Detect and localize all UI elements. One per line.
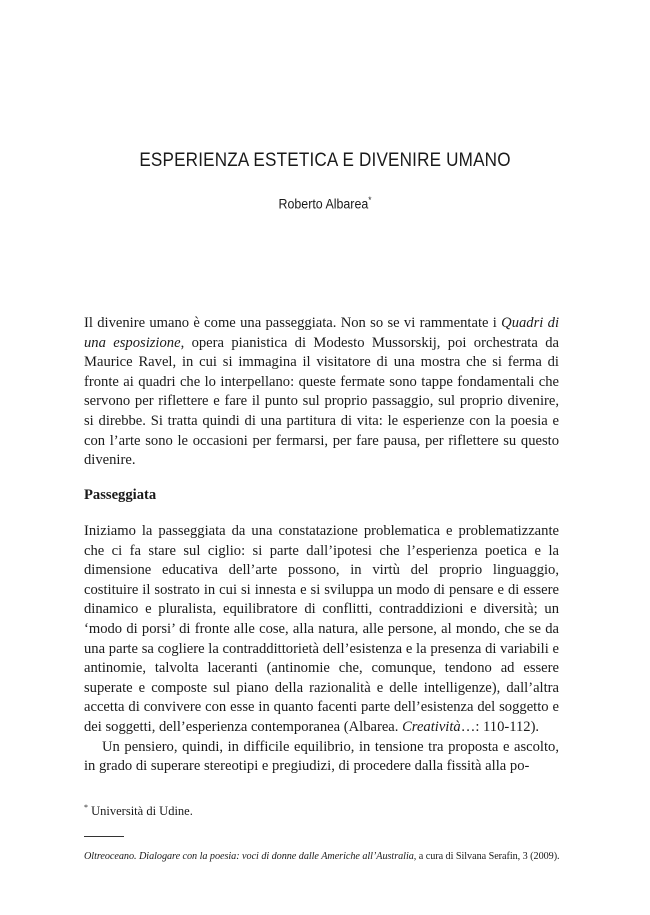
section-heading: Passeggiata <box>84 487 157 503</box>
footnote <box>84 803 193 819</box>
author-footnote-mark: * <box>368 195 372 205</box>
author-name <box>26 195 624 212</box>
section-p1-italic: Creatività <box>402 718 461 735</box>
running-footer-journal: Oltreoceano. Dialogare con la poesia: voci di donne dalle Americhe all’Australia <box>84 851 414 862</box>
running-footer <box>84 851 560 862</box>
running-footer-text: , a cura di Silvana Serafin, 3 (2009). <box>413 851 560 862</box>
intro-text-1: Il divenire umano è come una passeggiata. Non so se vi rammentate i <box>84 315 502 331</box>
footnote-mark: * <box>84 803 88 812</box>
section-body <box>84 522 559 777</box>
section-p1-text-1: Iniziamo la passeggiata da una constatazione problematica e problematizzante che ci fa stare sul ciglio: si parte dall’ipotesi che l’esperienza poetica e la dimensione educativa dell’arte possono, in virtù del proprio linguaggio, costituire il sostrato in cui si innesta e si sviluppa un modo di pensare e di essere dinamico e pluralista, equilibratore di conflitti, contraddizioni e diversità; un ‘modo di porsi’ di fronte alle cose, alla natura, alle persone, al mondo, che se da una parte sa cogliere la contraddittorietà dell’esistenza e la presenza di variabili e antinomie, talvolta laceranti (antinomie che, comunque, tendono ad essere superate e composte sul piano della razionalità e delle intelligenze), dall’altra accetta di convivere con esse in quanto facenti parte dell’esistenza del soggetto e dei soggetti, dell’esperienza contemporanea (Albarea. <box>84 523 559 735</box>
article-title: ESPERIENZA ESTETICA E DIVENIRE UMANO <box>139 150 511 171</box>
section-p1-text-2: …: 110-112). <box>460 718 540 735</box>
intro-paragraph <box>84 314 559 471</box>
intro-italic-title: Quadri di una esposizione <box>84 315 560 351</box>
section-paragraph-1 <box>84 522 559 738</box>
footnote-text: Università di Udine. <box>91 804 193 819</box>
intro-text-2: , opera pianistica di Modesto Mussorskij, poi orchestrata da Maurice Ravel, in cui si immagina il visitatore di una mostra che si ferma di fronte ai quadri che lo interpellano: queste fermate sono tappe fondamentali che servono per riflettere e fare il punto sul proprio passaggio, sul proprio divenire, si direbbe. Si tratta quindi di una partitura di vita: le esperienze con la poesia e con l’arte sono le occasioni per fermarsi, per fare pausa, per riflettere su questo divenire. <box>84 334 559 469</box>
footer-divider <box>84 836 124 837</box>
author-name-text: Roberto Albarea <box>278 196 369 212</box>
section-paragraph-2: Un pensiero, quindi, in difficile equilibrio, in tensione tra proposta e ascolto, in grado di superare stereotipi e pregiudizi, di procedere dalla fissità alla po- <box>84 738 559 775</box>
